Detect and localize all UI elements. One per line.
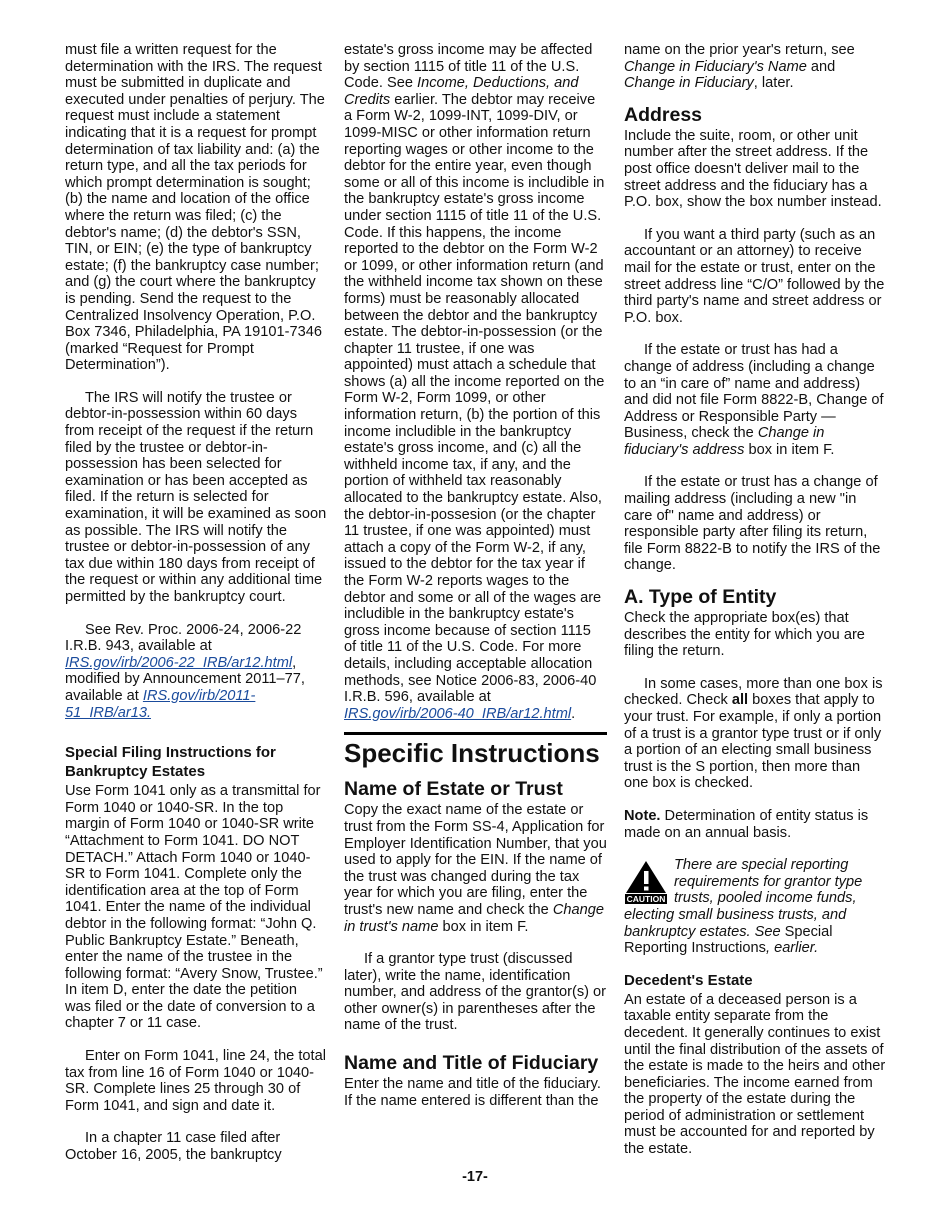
caution-icon bbox=[624, 859, 668, 905]
change-fiduciary-address-ref: Change in fiduciary's address bbox=[624, 425, 825, 458]
fiduciary-paragraph: Enter the name and title of the fiduciary. If the name entered is different than the bbox=[344, 1076, 601, 1109]
third-party-paragraph: If you want a third party (such as an accountant or an attorney) to receive mail for the estate or trust, enter on the street address line “C/O” followed by the third party's name and street address or P.O. box. bbox=[624, 226, 885, 326]
page-number: -17- bbox=[462, 1169, 488, 1185]
grantor-trust-paragraph: If a grantor type trust (discussed later), write the name, identification number, and address of the grantor(s) or other owner(s) in parentheses after the name of the trust. bbox=[344, 951, 607, 1034]
caution-text: There are special reporting requirements for grantor type trusts, pooled income funds, electing small business trusts, and bankruptcy estates. See Special Reporting Instructions, earlier. bbox=[624, 857, 863, 957]
gross-income-text-2: earlier. The debtor may receive a Form W-2, 1099-INT, 1099-DIV, or 1099-MISC or other information return reporting wages or other income to the debtor for the entire year, even though some or all of this income is includible in the bankruptcy estate's gross income under section 1115 of title 11 of the U.S. Code. If this happens, the income reported to the debtor on the Form W-2 or 1099, or other information return (and the withheld income tax shown on these forms) must be reasonably allocated between the debtor and the bankruptcy estate. The debtor-in-possession (or the chapter 11 trustee, if one was appointed) must attach a schedule that shows (a) all the income reported on the Form W-2, Form 1099, or other information return, (b) the portion of this income includible in the bankruptcy estate's gross income, and (c) all the withheld income tax, if any, and the portion of withheld tax reasonably allocated to the bankruptcy estate. Also, the debtor-in-possesion (or the chapter 11 trustee, if one was appointed) must attach a copy of the Form W-2, if any, issued to the debtor for the tax year if the Form W-2 reports wages to the debtor and some or all of the wages are includible in the bankruptcy estate's gross income because of section 1115 of title 11 of the U.S. Code. For more details, including acceptable allocation methods, see Notice 2006-83, 2006-40 I.R.B. 596, available at bbox=[344, 91, 605, 706]
bankruptcy-filing-heading: Special Filing Instructions for Bankruptcy Estates bbox=[65, 744, 276, 781]
irb-2006-22-link[interactable]: IRS.gov/irb/2006-22_IRB/ar12.html bbox=[65, 654, 293, 671]
specific-instructions-title: Specific Instructions bbox=[344, 732, 607, 768]
address-paragraph: Include the suite, room, or other unit number after the street address. If the post office doesn't deliver mail to the street address and the fiduciary has a P.O. box, show the box number instead. bbox=[624, 127, 882, 211]
type-of-entity-heading: A. Type of Entity bbox=[624, 586, 777, 609]
middle-column bbox=[344, 42, 607, 1109]
name-of-estate-heading: Name of Estate or Trust bbox=[344, 778, 563, 801]
chapter-11-paragraph: In a chapter 11 case filed after October 16, 2005, the bankruptcy bbox=[65, 1130, 282, 1164]
right-column bbox=[624, 42, 887, 1158]
entity-check-paragraph: Check the appropriate box(es) that describes the entity for which you are filing the return. bbox=[624, 610, 865, 660]
change-fiduciary-name-ref: Change in Fiduciary's Name bbox=[624, 58, 807, 75]
caution-label: CAUTION bbox=[626, 894, 666, 905]
entity-status-note: Note. Determination of entity status is made on an annual basis. bbox=[624, 807, 869, 841]
rev-proc-text-2: , modified by Announcement 2011–77, available at bbox=[65, 654, 305, 704]
gross-income-text: estate's gross income may be affected by section 1115 of title 11 of the U.S. Code. See bbox=[344, 42, 593, 92]
irs-notification-paragraph: The IRS will notify the trustee or debtor-in-possession within 60 days from receipt of the request if the return filed by the trustee or debtor-in-possession has been selected for examination or has been accepted as filed. If the return is selected for examination, it will be examined as soon as possible. The IRS will notify the trustee or debtor-in-possession of any tax due within 180 days from receipt of the request or within any additional time permitted by the bankruptcy court. bbox=[65, 389, 327, 605]
transmittal-paragraph: Use Form 1041 only as a transmittal for Form 1040 or 1040-SR. In the top margin of Form 1040 or 1040-SR write “Attachment to Form 1041. DO NOT DETACH.” Attach Form 1040 or 1040-SR to Form 1041. Complete only the identification area at the top of Form 1041. Enter the name of the individual debtor in the following format: “John Q. Public Bankruptcy Estate.” Beneath, enter the name of the trustee in the following format: “Avery Snow, Trustee.” In item D, enter the date the petition was filed or the date of conversion to a chapter 7 or 11 case. bbox=[65, 783, 323, 1032]
fiduciary-heading: Name and Title of Fiduciary bbox=[344, 1052, 599, 1075]
mailing-address-paragraph: If the estate or trust has a change of mailing address (including a new "in care of" name and address) or responsible party after filing its return, file Form 8822-B to notify the IRS of the change. bbox=[624, 474, 881, 574]
left-column bbox=[65, 42, 327, 1164]
estate-name-paragraph: Copy the exact name of the estate or trust from the Form SS-4, Application for Employer Identification Number, that you used to apply for the EIN. If the name of the trust was changed during the tax year for which you are filing, enter the trust's new name and check the Change in trust's name box in item F. bbox=[344, 802, 607, 935]
special-reporting-ref: Special Reporting Instructions bbox=[624, 923, 833, 957]
note-label: Note. bbox=[624, 807, 661, 824]
prior-return-paragraph: name on the prior year's return, see Change in Fiduciary's Name and Change in Fiduciary, later. bbox=[624, 42, 855, 92]
total-tax-paragraph: Enter on Form 1041, line 24, the total tax from line 16 of Form 1040 or 1040-SR. Complete lines 25 through 30 of Form 1041, and sign and date it. bbox=[65, 1048, 326, 1114]
caution-block bbox=[624, 857, 887, 957]
income-deductions-credits-ref: Income, Deductions, and Credits bbox=[344, 75, 579, 108]
rev-proc-paragraph bbox=[65, 622, 327, 722]
decedents-estate-heading: Decedent's Estate bbox=[624, 971, 753, 989]
gross-income-paragraph: estate's gross income may be affected by section 1115 of title 11 of the U.S. Code. See Income, Deductions, and Credits earlier. The debtor may receive a Form W-2, 1099-INT, 1099-DIV, or 1099-MISC or other information return reporting wages or other income to the debtor for the entire year, even though some or all of this income is includible in the bankruptcy estate's gross income under section 1115 of title 11 of the U.S. Code. If this happens, the income reported to the debtor on the Form W-2 or 1099, or other information return (and the withheld income tax shown on these forms) must be reasonably allocated between the debtor and the bankruptcy estate. The debtor-in-possession (or the chapter 11 trustee, if one was appointed) must attach a schedule that shows (a) all the income reported on the Form W-2, Form 1099, or other information return, (b) the portion of this income includible in the bankruptcy estate's gross income, and (c) all the withheld income tax, if any, and the portion of withheld tax reasonably allocated to the bankruptcy estate. Also, the debtor-in-possesion (or the chapter 11 trustee, if one was appointed) must attach a copy of the Form W-2, if any, issued to the debtor for the tax year if the Form W-2 reports wages to the debtor and some or all of the wages are includible in the bankruptcy estate's gross income because of section 1115 of title 11 of the U.S. Code. For more details, including acceptable allocation methods, see Notice 2006-83, 2006-40 I.R.B. 596, available at IRS.gov/irb/2006-40_IRB/ar12.html. bbox=[344, 42, 605, 722]
decedents-estate-paragraph: An estate of a deceased person is a taxable entity separate from the decedent. It generally continues to exist until the final distribution of the assets of the estate is made to the heirs and other beneficiaries. The income earned from the property of the estate during the period of administration or settlement must be accounted for and reported by the estate. bbox=[624, 991, 886, 1158]
irb-2006-40-link[interactable]: IRS.gov/irb/2006-40_IRB/ar12.html bbox=[344, 705, 572, 722]
prompt-determination-paragraph: must file a written request for the determination with the IRS. The request must be submitted in duplicate and executed under penalties of perjury. The request must include a statement indicating that it is a request for prompt determination of tax liability and: (a) the return type, and all the tax periods for which prompt determination is sought; (b) the name and location of the office where the return was filed; (c) the debtor's name; (d) the debtor's SSN, TIN, or EIN; (e) the type of bankruptcy estate; (f) the bankruptcy case number; and (g) the court where the bankruptcy is pending. Send the request to the Centralized Insolvency Operation, P.O. Box 7346, Philadelphia, PA 19101-7346 (marked “Request for Prompt Determination”). bbox=[65, 42, 325, 374]
multiple-boxes-paragraph: In some cases, more than one box is checked. Check all boxes that apply to your trust. For example, if only a portion of a trust is a grantor type trust or if only a portion of an electing small business trust is the S portion, then more than one box is checked. bbox=[624, 675, 883, 792]
change-in-trust-name-ref: Change in trust's name bbox=[344, 901, 604, 935]
rev-proc-text: See Rev. Proc. 2006-24, 2006-22 I.R.B. 943, available at bbox=[65, 621, 302, 655]
change-of-address-paragraph: If the estate or trust has had a change of address (including a change to an “in care of” name and address) and did not file Form 8822-B, Change of Address or Responsible Party — Business, check the Change in fiduciary's address box in item F. bbox=[624, 342, 884, 458]
address-heading: Address bbox=[624, 103, 703, 126]
irb-2011-51-link[interactable]: IRS.gov/irb/2011-51_IRB/ar13. bbox=[65, 687, 256, 721]
change-fiduciary-ref: Change in Fiduciary bbox=[624, 75, 754, 92]
